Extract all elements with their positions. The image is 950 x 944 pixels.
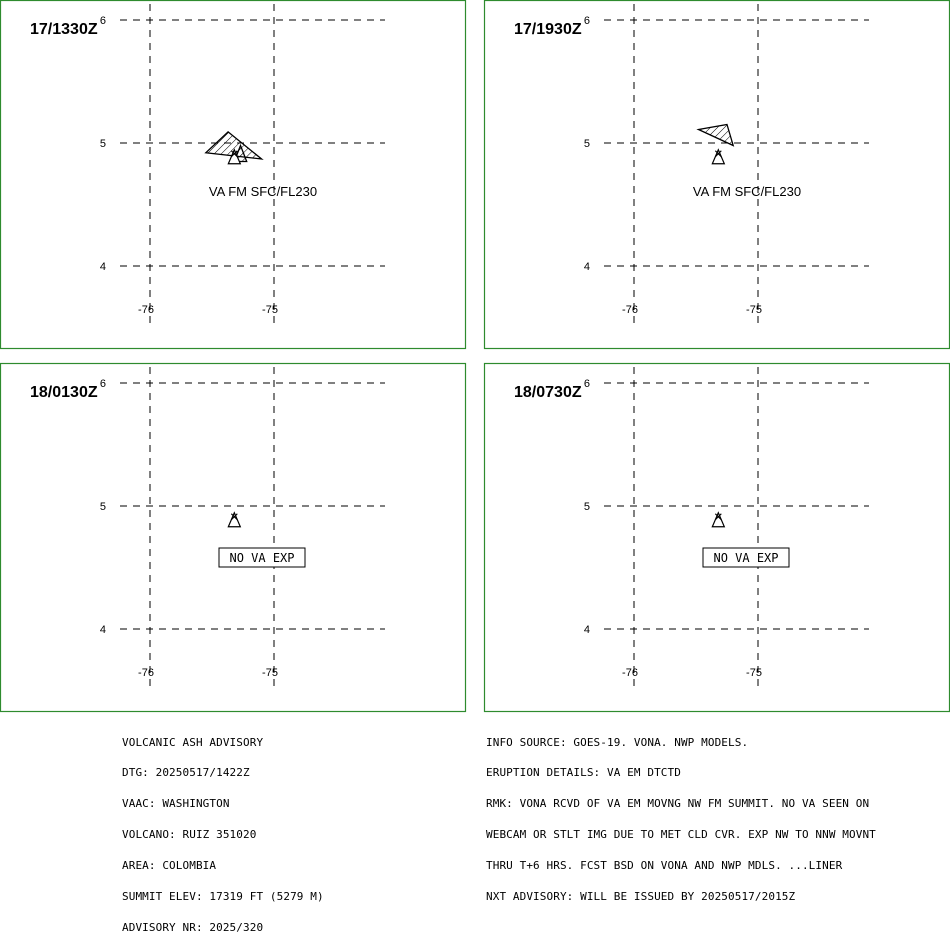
longitude-tick-label: -76 bbox=[622, 667, 638, 679]
panel-frame bbox=[485, 364, 950, 712]
longitude-tick-label: -75 bbox=[262, 667, 278, 679]
longitude-tick-label: -76 bbox=[138, 667, 154, 679]
longitude-tick-label: -75 bbox=[262, 304, 278, 316]
no-va-label: NO VA EXP bbox=[713, 551, 779, 565]
latitude-tick-label: 4 bbox=[99, 624, 106, 636]
panel-time-label: 18/0130Z bbox=[30, 384, 98, 401]
ash-height-label: VA FM SFC/FL230 bbox=[692, 184, 802, 199]
advisory-details-block bbox=[486, 717, 876, 913]
panel-frame bbox=[1, 364, 466, 712]
advisory-line: DTG: 20250517/1422Z bbox=[122, 766, 250, 780]
forecast-panel bbox=[485, 364, 950, 712]
longitude-tick-label: -76 bbox=[138, 304, 154, 316]
advisory-line: WEBCAM OR STLT IMG DUE TO MET CLD CVR. EXP NW TO NNW MOVNT bbox=[486, 828, 876, 842]
advisory-header-block bbox=[122, 717, 324, 944]
panel-time-label: 17/1330Z bbox=[30, 21, 98, 38]
latitude-tick-label: 4 bbox=[583, 624, 590, 636]
advisory-line: VAAC: WASHINGTON bbox=[122, 797, 230, 811]
advisory-line: ERUPTION DETAILS: VA EM DTCTD bbox=[486, 766, 681, 780]
panel-time-label: 18/0730Z bbox=[514, 384, 582, 401]
panel-frame bbox=[485, 1, 950, 349]
longitude-tick-label: -75 bbox=[746, 304, 762, 316]
latitude-tick-label: 4 bbox=[99, 261, 106, 273]
latitude-tick-label: 5 bbox=[583, 501, 590, 513]
panel-time-label: 17/1930Z bbox=[514, 21, 582, 38]
advisory-line: ADVISORY NR: 2025/320 bbox=[122, 920, 264, 934]
forecast-panel bbox=[1, 364, 466, 712]
advisory-line: RMK: VONA RCVD OF VA EM MOVNG NW FM SUMMIT. NO VA SEEN ON bbox=[486, 797, 870, 811]
advisory-line: INFO SOURCE: GOES-19. VONA. NWP MODELS. bbox=[486, 735, 749, 749]
longitude-tick-label: -76 bbox=[622, 304, 638, 316]
latitude-tick-label: 5 bbox=[99, 138, 106, 150]
no-va-label: NO VA EXP bbox=[229, 551, 295, 565]
longitude-tick-label: -75 bbox=[746, 667, 762, 679]
panel-frame bbox=[1, 1, 466, 349]
latitude-tick-label: 6 bbox=[583, 15, 590, 27]
advisory-line: AREA: COLOMBIA bbox=[122, 859, 217, 873]
advisory-line: SUMMIT ELEV: 17319 FT (5279 M) bbox=[122, 890, 324, 904]
advisory-line: NXT ADVISORY: WILL BE ISSUED BY 20250517/2015Z bbox=[486, 890, 796, 904]
advisory-line: THRU T+6 HRS. FCST BSD ON VONA AND NWP MDLS. ...LINER bbox=[486, 859, 843, 873]
latitude-tick-label: 5 bbox=[99, 501, 106, 513]
latitude-tick-label: 5 bbox=[583, 138, 590, 150]
latitude-tick-label: 6 bbox=[583, 378, 590, 390]
ash-height-label: VA FM SFC/FL230 bbox=[208, 184, 318, 199]
forecast-panel bbox=[485, 1, 950, 349]
latitude-tick-label: 6 bbox=[99, 15, 106, 27]
advisory-line: VOLCANO: RUIZ 351020 bbox=[122, 828, 257, 842]
advisory-line: VOLCANIC ASH ADVISORY bbox=[122, 735, 264, 749]
forecast-panel bbox=[1, 1, 466, 349]
latitude-tick-label: 6 bbox=[99, 378, 106, 390]
latitude-tick-label: 4 bbox=[583, 261, 590, 273]
